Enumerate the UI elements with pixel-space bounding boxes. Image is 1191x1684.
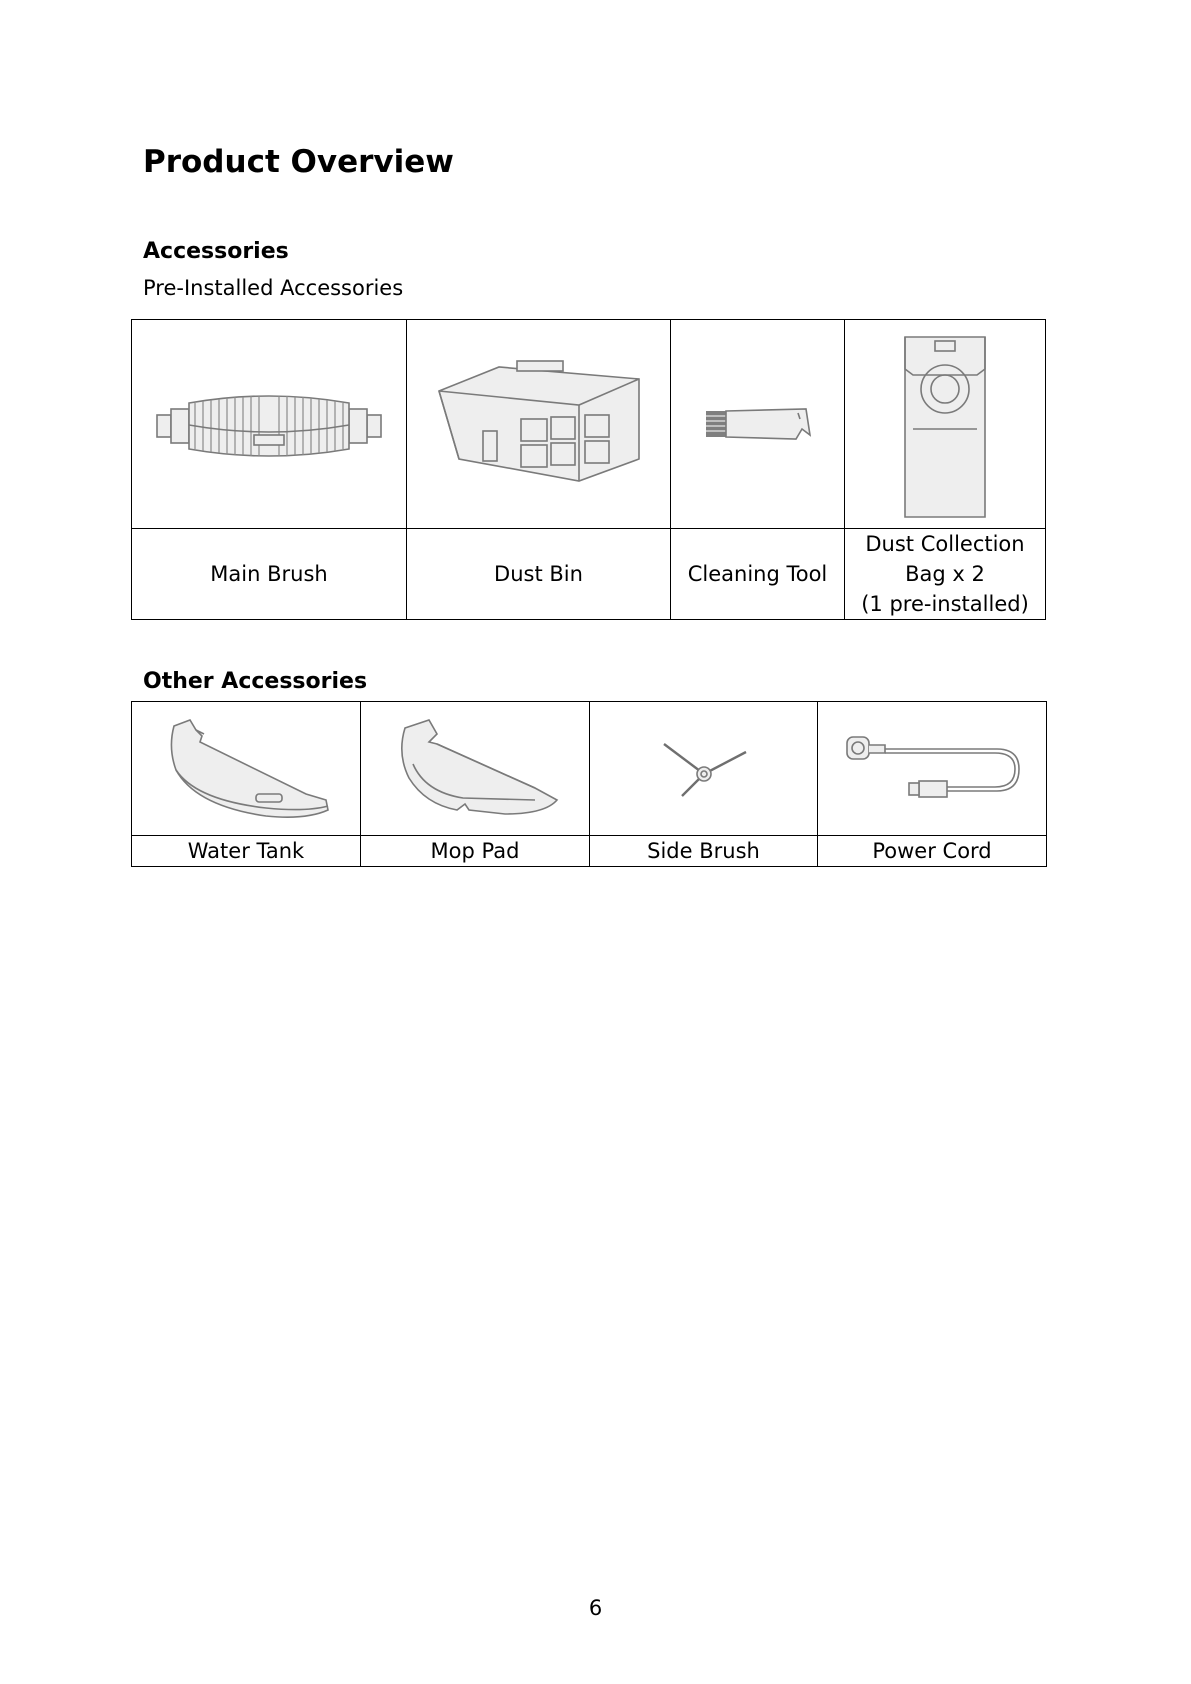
pre-installed-accessories-table	[131, 319, 1046, 620]
dust-bin-cell	[407, 320, 671, 529]
main-brush-cell	[132, 320, 407, 529]
dust-bag-label: Dust Collection Bag x 2 (1 pre-installed)	[845, 529, 1046, 620]
mop-pad-cell	[361, 702, 590, 836]
accessories-heading: Accessories	[143, 239, 289, 264]
main-brush-icon	[149, 379, 389, 469]
power-cord-label: Power Cord	[818, 836, 1047, 867]
cleaning-tool-cell	[671, 320, 845, 529]
dust-bag-icon	[895, 329, 995, 519]
side-brush-icon	[654, 734, 754, 804]
power-cord-cell	[818, 702, 1047, 836]
side-brush-cell	[590, 702, 818, 836]
main-brush-label: Main Brush	[132, 529, 407, 620]
pre-installed-subheading: Pre-Installed Accessories	[143, 276, 404, 300]
page-title: Product Overview	[143, 144, 454, 180]
dust-bag-cell	[845, 320, 1046, 529]
other-accessories-heading: Other Accessories	[143, 669, 368, 694]
cleaning-tool-icon	[698, 399, 818, 449]
mop-pad-icon	[385, 714, 565, 824]
water-tank-cell	[132, 702, 361, 836]
power-cord-icon	[837, 729, 1027, 809]
mop-pad-label: Mop Pad	[361, 836, 590, 867]
dust-bin-label: Dust Bin	[407, 529, 671, 620]
page-number: 6	[588, 1596, 603, 1620]
water-tank-label: Water Tank	[132, 836, 361, 867]
cleaning-tool-label: Cleaning Tool	[671, 529, 845, 620]
other-accessories-table	[131, 701, 1047, 867]
side-brush-label: Side Brush	[590, 836, 818, 867]
water-tank-icon	[156, 714, 336, 824]
dust-bin-icon	[429, 349, 649, 499]
